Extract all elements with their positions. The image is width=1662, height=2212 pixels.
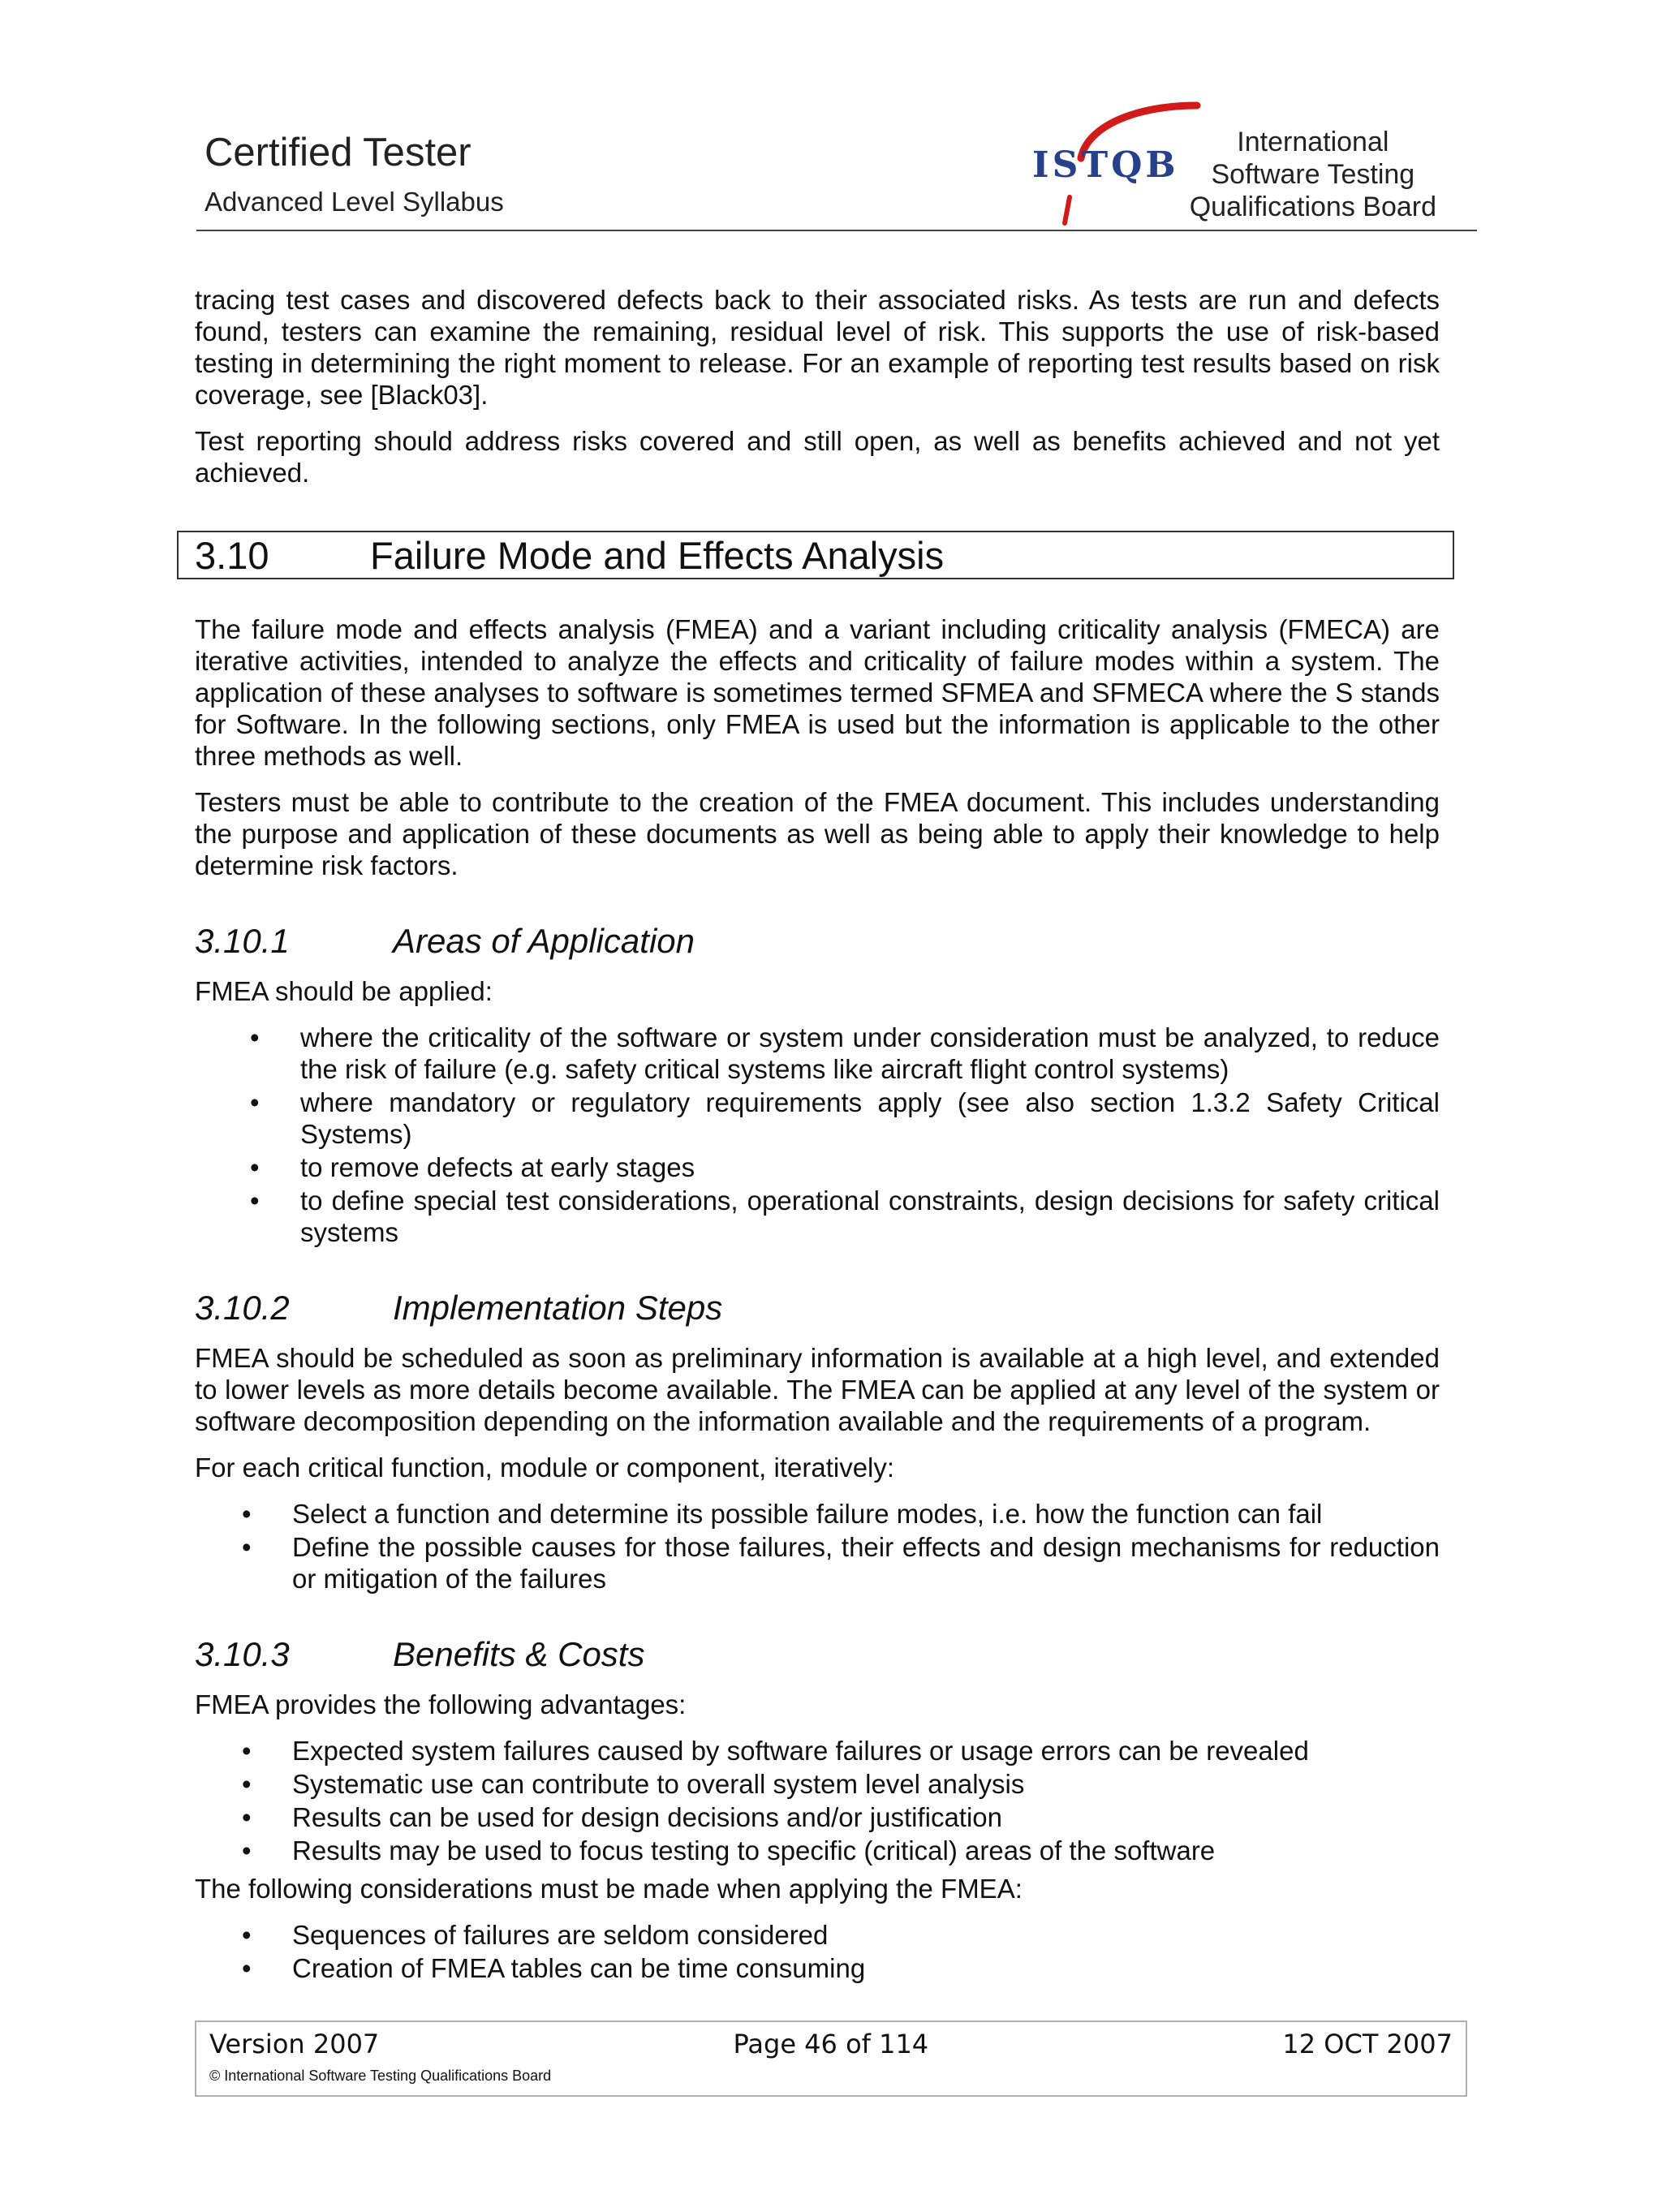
subsection-title: Benefits & Costs [393,1635,645,1673]
subsection-heading [195,922,1440,961]
header-subtitle: Advanced Level Syllabus [205,187,504,217]
subsection-heading [195,1635,1440,1674]
paragraph: The following considerations must be made when applying the FMEA: [195,1874,1023,1904]
list-item: • Expected system failures caused by software failures or usage errors can be revealed [195,1735,1440,1767]
footer-date: 12 OCT 2007 [1282,2029,1453,2059]
subsection-title: Areas of Application [393,922,695,960]
list-item: • Select a function and determine its possible failure modes, i.e. how the function can fail [195,1498,1440,1530]
list-item: • Creation of FMEA tables can be time consuming [195,1952,1440,1984]
paragraph: The failure mode and effects analysis (FMEA) and a variant including criticality analysis (FMECA) are iterative activities, intended to analyze the effects and criticality of failure modes within a system. The application of these analyses to software is sometimes termed SFMEA and SFMECA where the S stands for Software. In the following sections, only FMEA is used but the information is applicable to the other three methods as well. [195,614,1440,771]
org-line: Qualifications Board [1189,192,1436,222]
subsection-number: 3.10.1 [195,922,290,960]
section-heading [177,531,1454,579]
paragraph: FMEA should be scheduled as soon as preliminary information is available at a high level, and extended to lower levels as more details become available. The FMEA can be applied at any level of the system or software decomposition depending on the information available and the requirements of a program. [195,1343,1440,1436]
subsection-number: 3.10.2 [195,1289,290,1327]
header-divider [196,230,1477,231]
paragraph: tracing test cases and discovered defects back to their associated risks. As tests are run and defects found, testers can examine the remaining, residual level of risk. This supports the use of risk-based testing in determining the right moment to release. For an example of reporting test results based on risk coverage, see [Black03]. [195,285,1440,410]
org-line: International [1237,127,1389,157]
logo-wordmark: ISTQB [1032,144,1179,186]
paragraph: For each critical function, module or component, iteratively: [195,1452,895,1483]
list-item: • to remove defects at early stages [195,1151,1440,1183]
paragraph: FMEA provides the following advantages: [195,1689,687,1719]
section-title: Failure Mode and Effects Analysis [370,533,945,577]
bullet-list [195,1735,1440,1866]
header-title: Certified Tester [205,131,471,174]
list-item: • Define the possible causes for those failures, their effects and design mechanisms for reduction or mitigation of the failures [195,1531,1440,1594]
paragraph: FMEA should be applied: [195,976,493,1006]
main-content [195,284,1440,2002]
bullet-list [195,1498,1440,1594]
subsection-title: Implementation Steps [393,1289,723,1327]
list-item: • Results can be used for design decisions and/or justification [195,1801,1440,1833]
paragraph: Test reporting should address risks covered and still open, as well as benefits achieved and not yet achieved. [195,426,1440,488]
list-item: • Sequences of failures are seldom considered [195,1919,1440,1951]
paragraph: Testers must be able to contribute to the creation of the FMEA document. This includes understanding the purpose and application of these documents as well as being able to apply their knowledge to help determine risk factors. [195,787,1440,880]
bullet-list [195,1919,1440,1984]
list-item: • Systematic use can contribute to overall system level analysis [195,1768,1440,1800]
list-item: • to define special test considerations, operational constraints, design decisions for safety critical systems [195,1185,1440,1248]
footer-page-number: Page 46 of 114 [733,2029,929,2059]
footer-copyright: © International Software Testing Qualifications Board [209,2068,552,2084]
subsection-number: 3.10.3 [195,1635,290,1673]
bullet-list [195,1022,1440,1248]
list-item: • Results may be used to focus testing to specific (critical) areas of the software [195,1835,1440,1866]
page-footer [195,2020,1467,2097]
section-number: 3.10 [195,533,269,577]
footer-version: Version 2007 [209,2029,380,2059]
list-item: • where the criticality of the software or system under consideration must be analyzed, to reduce the risk of failure (e.g. safety critical systems like aircraft flight control systems) [195,1022,1440,1085]
org-name [1190,126,1436,223]
org-line: Software Testing [1211,159,1415,190]
subsection-heading [195,1289,1440,1328]
list-item: • where mandatory or regulatory requirements apply (see also section 1.3.2 Safety Critical Systems) [195,1087,1440,1150]
